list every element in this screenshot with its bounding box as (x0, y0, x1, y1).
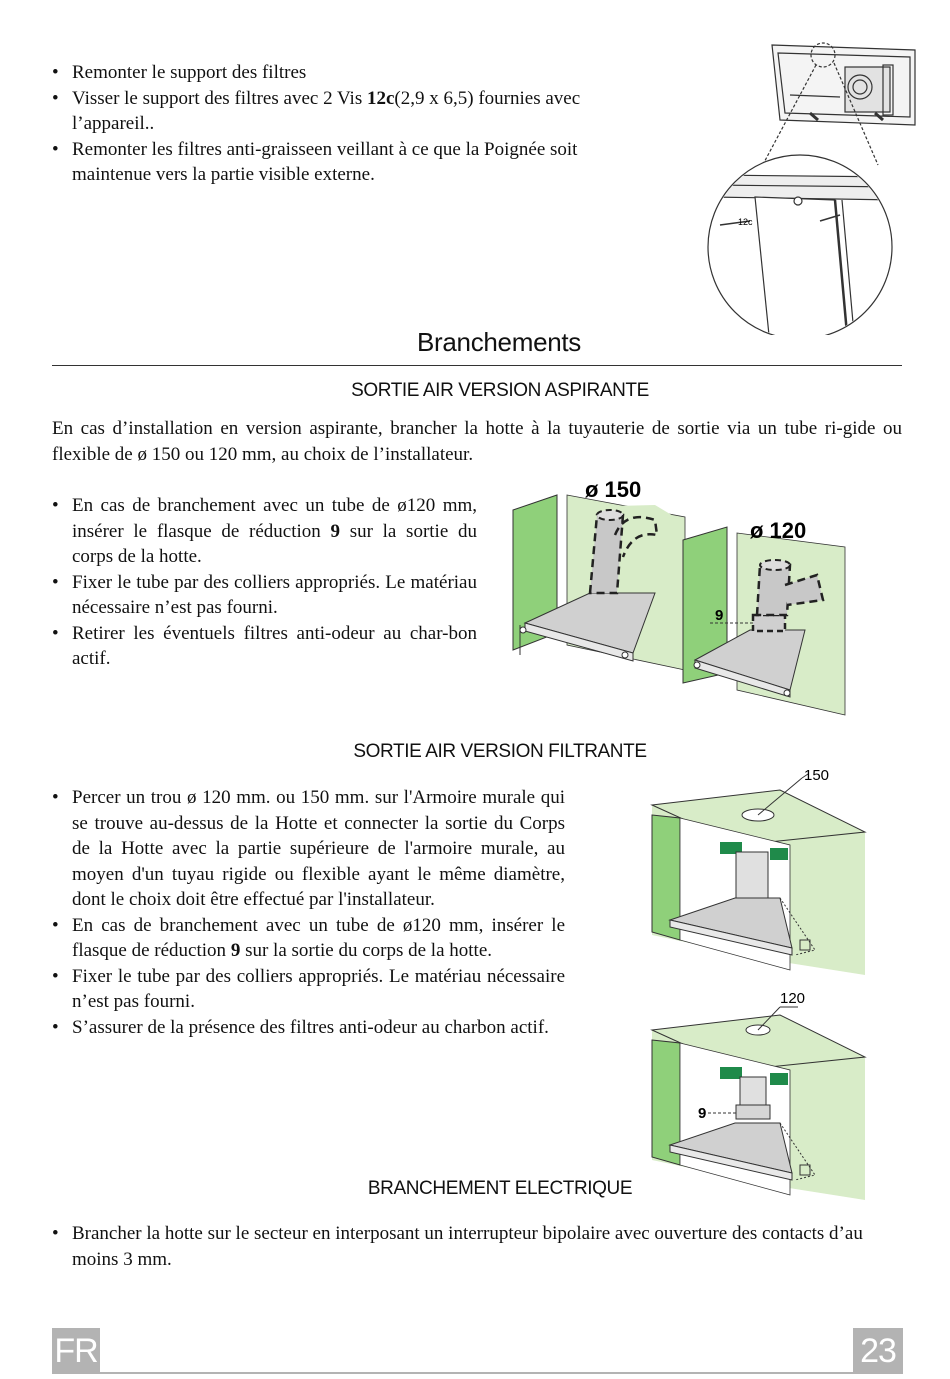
aspirante-figure (505, 475, 850, 720)
page-number: 23 (853, 1328, 903, 1374)
list-item: • En cas de branchement avec un tube de ø120 mm, insérer le flasque de réduction 9 sur la sortie du corps de la hotte. (52, 493, 477, 570)
hole-120-label: 120 (780, 990, 806, 1007)
screw-callout-label: 12c (738, 217, 753, 227)
hood-150-drawing (513, 477, 685, 670)
section-title: Branchements (416, 327, 582, 357)
list-item: • S’assurer de la présence des filtres anti-odeur au charbon actif. (52, 1015, 565, 1041)
filtrante-figure (640, 760, 870, 1210)
subsection-title-electrique: BRANCHEMENT ELECTRIQUE (367, 1178, 633, 1199)
list-item: • Fixer le tube par des colliers appropriés. Le matériau nécessaire n’est pas fourni. (52, 964, 565, 1015)
flange-9-label: 9 (715, 607, 724, 624)
diameter-150-label: ø 150 (585, 477, 642, 502)
filtrante-list (52, 785, 565, 1040)
footer-rule (100, 1372, 853, 1374)
list-item: • Percer un trou ø 120 mm. ou 150 mm. sur l'Armoire murale qui se trouve au-dessus de la Hotte et connecter la sortie du Corps de la Hotte avec la partie supérieure de l'armoire murale, au moyen d'un tuyau rigide ou flexible ayant le même diamètre, dont le choix doit être effectué par l'installateur. (52, 785, 565, 913)
flange-9-label: 9 (698, 1105, 707, 1122)
aspirante-intro: En cas d’installation en version aspirante, brancher la hotte à la tuyauterie de sortie via un tube ri-gide ou flexible de ø 150 ou 120 mm, au choix de l’installateur. (52, 418, 902, 465)
list-item: • Fixer le tube par des colliers appropriés. Le matériau nécessaire n’est pas fourni. (52, 570, 477, 621)
cabinet-120-drawing (652, 990, 865, 1200)
list-item: • Remonter les filtres anti-graisseen veillant à ce que la Poignée soit maintenue vers la partie visible externe. (52, 137, 642, 188)
diameter-120-label: ø 120 (750, 518, 807, 543)
cabinet-150-drawing (652, 767, 865, 975)
list-item: • Retirer les éventuels filtres anti-odeur au char-bon actif. (52, 621, 477, 672)
hole-150-label: 150 (804, 767, 830, 784)
language-badge: FR (52, 1328, 100, 1374)
list-item: • Remonter le support des filtres (52, 60, 642, 86)
top-instructions-list (52, 60, 642, 188)
screw-ref: 12c (366, 87, 395, 109)
subsection-title-aspirante: SORTIE AIR VERSION ASPIRANTE (351, 380, 649, 401)
hood-top-view (760, 43, 915, 170)
section-divider (52, 365, 902, 366)
aspirante-list (52, 493, 477, 672)
filter-support-figure (700, 35, 920, 335)
electrique-list (52, 1221, 872, 1272)
list-item: • Brancher la hotte sur le secteur en interposant un interrupteur bipolaire avec ouverture des contacts d’au moins 3 mm. (52, 1221, 872, 1272)
hood-120-drawing (683, 518, 845, 715)
list-item: • Visser le support des filtres avec 2 Vis 12c(2,9 x 6,5) fournies avec l’appareil.. (52, 86, 642, 137)
subsection-title-filtrante: SORTIE AIR VERSION FILTRANTE (353, 741, 647, 762)
magnified-detail (708, 155, 900, 335)
list-item: • En cas de branchement avec un tube de ø120 mm, insérer le flasque de réduction 9 sur la sortie du corps de la hotte. (52, 913, 565, 964)
